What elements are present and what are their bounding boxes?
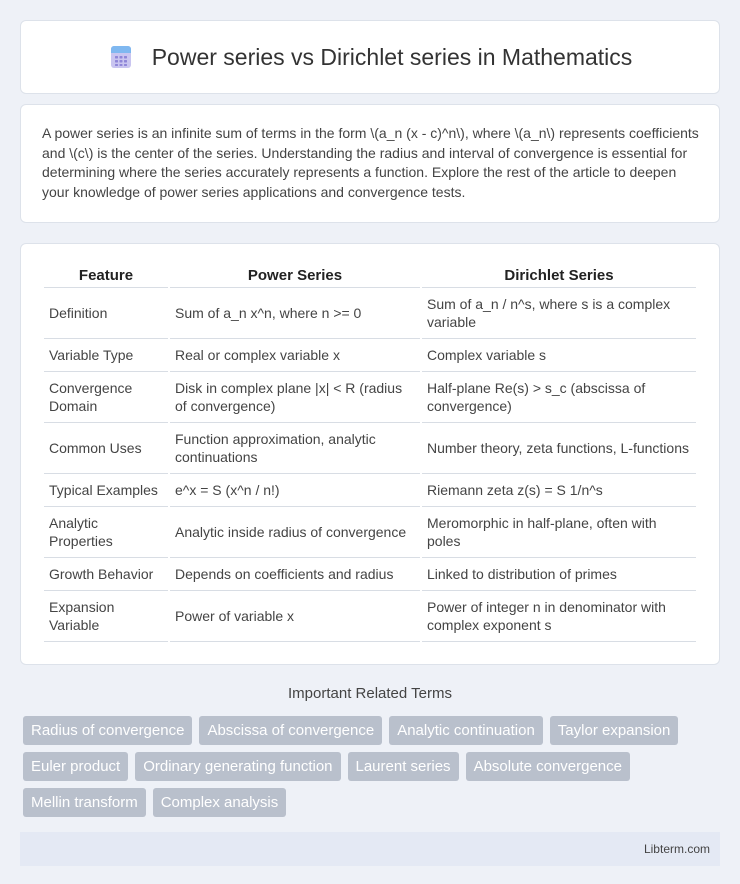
comparison-card bbox=[20, 243, 720, 665]
dirichlet-series-cell: Riemann zeta z(s) = S 1/n^s bbox=[422, 474, 696, 507]
page-header bbox=[20, 20, 720, 94]
dirichlet-series-cell: Complex variable s bbox=[422, 339, 696, 372]
feature-cell: Definition bbox=[44, 288, 168, 339]
tag-mellin-transform[interactable]: Mellin transform bbox=[23, 788, 146, 817]
feature-cell: Variable Type bbox=[44, 339, 168, 372]
dirichlet-series-cell: Linked to distribution of primes bbox=[422, 558, 696, 591]
power-series-cell: Depends on coefficients and radius bbox=[170, 558, 420, 591]
dirichlet-series-cell: Meromorphic in half-plane, often with poles bbox=[422, 507, 696, 558]
feature-cell: Typical Examples bbox=[44, 474, 168, 507]
power-series-cell: e^x = S (x^n / n!) bbox=[170, 474, 420, 507]
table-row bbox=[44, 372, 696, 423]
power-series-cell: Power of variable x bbox=[170, 591, 420, 642]
intro-paragraph: A power series is an infinite sum of terms in the form \(a_n (x - c)^n\), where \(a_n\) represents coefficients and \(c\) is the center of the series. Understanding the radius and interval of convergence is essential for determining where the series accurately represents a function. Explore the rest of the article to deepen your knowledge of power series applications and convergence tests. bbox=[20, 104, 720, 223]
tag-radius-of-convergence[interactable]: Radius of convergence bbox=[23, 716, 192, 745]
power-series-cell: Analytic inside radius of convergence bbox=[170, 507, 420, 558]
table-header-row bbox=[44, 262, 696, 288]
dirichlet-series-cell: Half-plane Re(s) > s_c (abscissa of convergence) bbox=[422, 372, 696, 423]
tag-abscissa-of-convergence[interactable]: Abscissa of convergence bbox=[199, 716, 382, 745]
power-series-cell: Real or complex variable x bbox=[170, 339, 420, 372]
table-row bbox=[44, 288, 696, 339]
tag-laurent-series[interactable]: Laurent series bbox=[348, 752, 459, 781]
power-series-cell: Function approximation, analytic continuations bbox=[170, 423, 420, 474]
feature-cell: Analytic Properties bbox=[44, 507, 168, 558]
table-row bbox=[44, 423, 696, 474]
related-terms-title: Important Related Terms bbox=[288, 685, 452, 702]
feature-cell: Expansion Variable bbox=[44, 591, 168, 642]
tag-euler-product[interactable]: Euler product bbox=[23, 752, 128, 781]
footer-brand-link[interactable]: Libterm.com bbox=[643, 842, 710, 856]
tag-taylor-expansion[interactable]: Taylor expansion bbox=[550, 716, 679, 745]
table-row bbox=[44, 507, 696, 558]
column-header-feature: Feature bbox=[44, 262, 168, 288]
tag-absolute-convergence[interactable]: Absolute convergence bbox=[466, 752, 630, 781]
table-row bbox=[44, 474, 696, 507]
calculator-icon bbox=[108, 44, 134, 70]
table-row bbox=[44, 339, 696, 372]
tag-analytic-continuation[interactable]: Analytic continuation bbox=[389, 716, 543, 745]
dirichlet-series-cell: Number theory, zeta functions, L-functions bbox=[422, 423, 696, 474]
tag-complex-analysis[interactable]: Complex analysis bbox=[153, 788, 287, 817]
column-header-dirichlet-series: Dirichlet Series bbox=[422, 262, 696, 288]
dirichlet-series-cell: Power of integer n in denominator with complex exponent s bbox=[422, 591, 696, 642]
table-row bbox=[44, 558, 696, 591]
tag-ordinary-generating-function[interactable]: Ordinary generating function bbox=[135, 752, 340, 781]
feature-cell: Convergence Domain bbox=[44, 372, 168, 423]
power-series-cell: Sum of a_n x^n, where n >= 0 bbox=[170, 288, 420, 339]
feature-cell: Growth Behavior bbox=[44, 558, 168, 591]
page-title: Power series vs Dirichlet series in Mathematics bbox=[151, 43, 633, 70]
related-terms-section bbox=[20, 685, 720, 817]
page-footer bbox=[20, 832, 720, 866]
power-series-cell: Disk in complex plane |x| < R (radius of convergence) bbox=[170, 372, 420, 423]
table-row bbox=[44, 591, 696, 642]
column-header-power-series: Power Series bbox=[170, 262, 420, 288]
comparison-table bbox=[42, 262, 698, 642]
related-terms-tags bbox=[20, 716, 720, 817]
feature-cell: Common Uses bbox=[44, 423, 168, 474]
dirichlet-series-cell: Sum of a_n / n^s, where s is a complex variable bbox=[422, 288, 696, 339]
